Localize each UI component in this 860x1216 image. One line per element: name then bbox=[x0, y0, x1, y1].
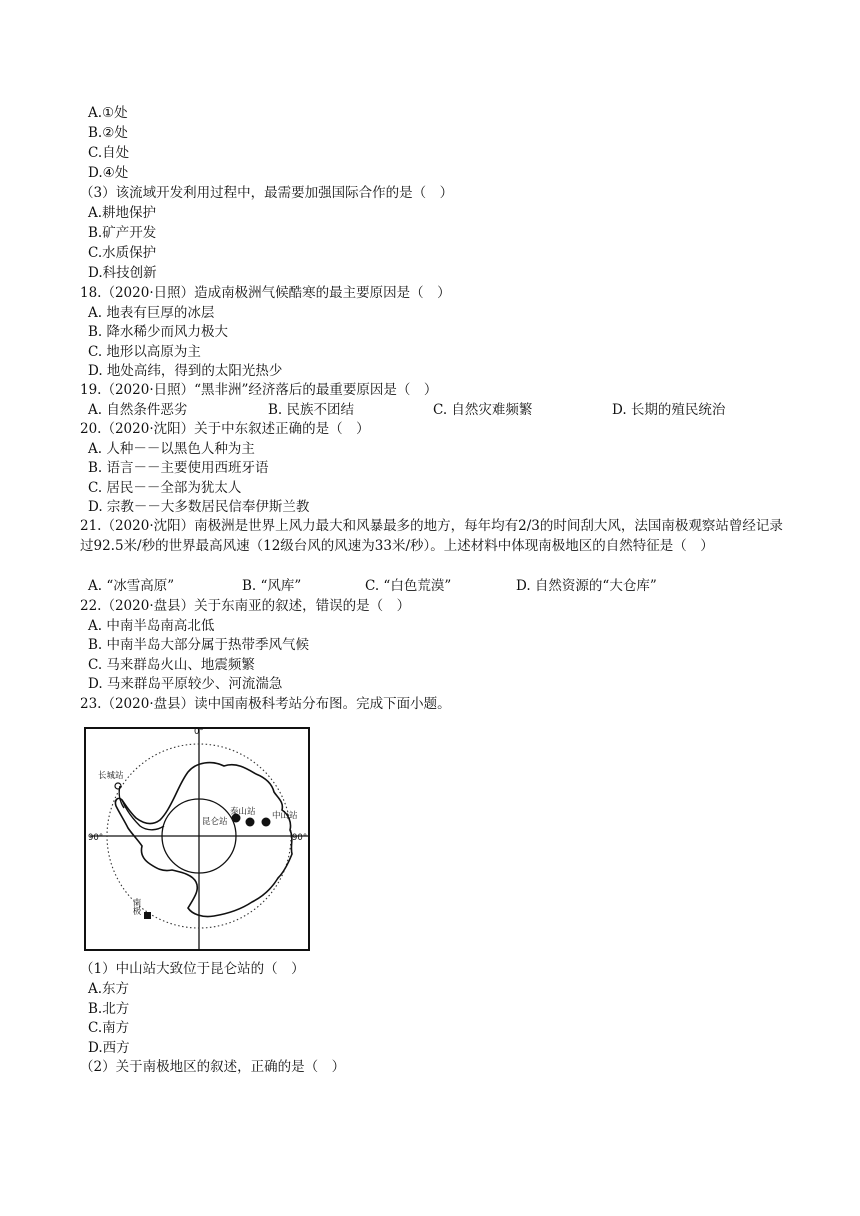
q21-option-d: D. 自然资源的“大仓库” bbox=[516, 578, 657, 594]
q17-option-c: C.自处 bbox=[88, 145, 130, 161]
q22-option-b: B. 中南半岛大部分属于热带季风气候 bbox=[88, 637, 310, 653]
taishan-station-dot bbox=[246, 818, 255, 827]
q19-option-d: D. 长期的殖民统治 bbox=[612, 402, 726, 418]
map-square-marker bbox=[144, 912, 151, 919]
map-frame bbox=[85, 728, 309, 950]
q20-option-a: A. 人种－－以黑色人种为主 bbox=[88, 441, 255, 457]
q23-sub1-option-c: C.南方 bbox=[88, 1020, 130, 1036]
label-nanji: 南极 bbox=[131, 898, 141, 915]
q23-stem: 23.（2020·盘县）读中国南极科考站分布图。完成下面小题。 bbox=[80, 696, 451, 712]
q23-sub1-stem: （1）中山站大致位于昆仑站的（ ） bbox=[80, 961, 305, 977]
q17-sub3-option-b: B.矿产开发 bbox=[88, 225, 157, 241]
q17-sub3-stem: （3）该流域开发利用过程中，最需要加强国际合作的是（ ） bbox=[80, 185, 454, 201]
q17-sub3-option-d: D.科技创新 bbox=[88, 265, 157, 281]
q18-option-d: D. 地处高纬，得到的太阳光热少 bbox=[88, 363, 283, 379]
q21-option-b: B. “风库” bbox=[242, 578, 302, 594]
q18-stem: 18.（2020·日照）造成南极洲气候酷寒的最主要原因是（ ） bbox=[80, 285, 451, 301]
label-changcheng: 长城站 bbox=[98, 771, 124, 781]
q17-sub3-option-a: A.耕地保护 bbox=[88, 205, 157, 221]
zhongshan-station-dot bbox=[262, 818, 271, 827]
q17-sub3-option-c: C.水质保护 bbox=[88, 245, 157, 261]
q23-sub2-stem: （2）关于南极地区的叙述，正确的是（ ） bbox=[80, 1059, 346, 1075]
label-taishan: 泰山站 bbox=[230, 807, 256, 817]
antarctica-outline bbox=[115, 763, 292, 917]
q23-sub1-option-a: A.东方 bbox=[88, 981, 130, 997]
q17-option-a: A.①处 bbox=[88, 105, 128, 121]
q18-option-c: C. 地形以高原为主 bbox=[88, 344, 201, 360]
antarctic-station-map bbox=[84, 722, 318, 952]
q21-stem: 21.（2020·沈阳）南极洲是世界上风力最大和风暴最多的地方，每年均有2/3的时间刮大风，法国南极观察站曾经记录过92.5米/秒的世界最高风速（12级台风的风速为33米/秒）。上述材料中体现南极地区的自然特征是（ ） bbox=[80, 518, 783, 554]
label-kunlun: 昆仑站 bbox=[202, 817, 228, 827]
label-90-right: 90° bbox=[292, 833, 308, 843]
q22-option-d: D. 马来群岛平原较少、河流湍急 bbox=[88, 676, 283, 692]
q17-option-d: D.④处 bbox=[88, 165, 129, 181]
q21-option-c: C. “白色荒漠” bbox=[365, 578, 452, 594]
q20-stem: 20.（2020·沈阳）关于中东叙述正确的是（ ） bbox=[80, 421, 370, 437]
q19-option-b: B. 民族不团结 bbox=[268, 402, 355, 418]
q20-option-b: B. 语言－－主要使用西班牙语 bbox=[88, 460, 269, 476]
q22-option-a: A. 中南半岛南高北低 bbox=[88, 618, 215, 634]
q20-option-c: C. 居民－－全部为犹太人 bbox=[88, 480, 242, 496]
q22-option-c: C. 马来群岛火山、地震频繁 bbox=[88, 657, 255, 673]
q22-stem: 22.（2020·盘县）关于东南亚的叙述，错误的是（ ） bbox=[80, 598, 411, 614]
q17-option-b: B.②处 bbox=[88, 125, 128, 141]
q18-option-b: B. 降水稀少而风力极大 bbox=[88, 324, 229, 340]
label-0-degree: 0° bbox=[194, 727, 204, 737]
changcheng-station-marker bbox=[115, 783, 121, 789]
q19-option-a: A. 自然条件恶劣 bbox=[88, 402, 188, 418]
q20-option-d: D. 宗教－－大多数居民信奉伊斯兰教 bbox=[88, 499, 310, 515]
q19-stem: 19.（2020·日照）“黑非洲”经济落后的最重要原因是（ ） bbox=[80, 382, 438, 398]
label-90-left: 90° bbox=[88, 833, 104, 843]
q18-option-a: A. 地表有巨厚的冰层 bbox=[88, 305, 215, 321]
q23-sub1-option-d: D.西方 bbox=[88, 1040, 130, 1056]
q19-option-c: C. 自然灾难频繁 bbox=[433, 402, 533, 418]
label-zhongshan: 中山站 bbox=[272, 811, 298, 821]
q21-option-a: A. “冰雪高原” bbox=[88, 578, 175, 594]
q23-sub1-option-b: B.北方 bbox=[88, 1001, 130, 1017]
